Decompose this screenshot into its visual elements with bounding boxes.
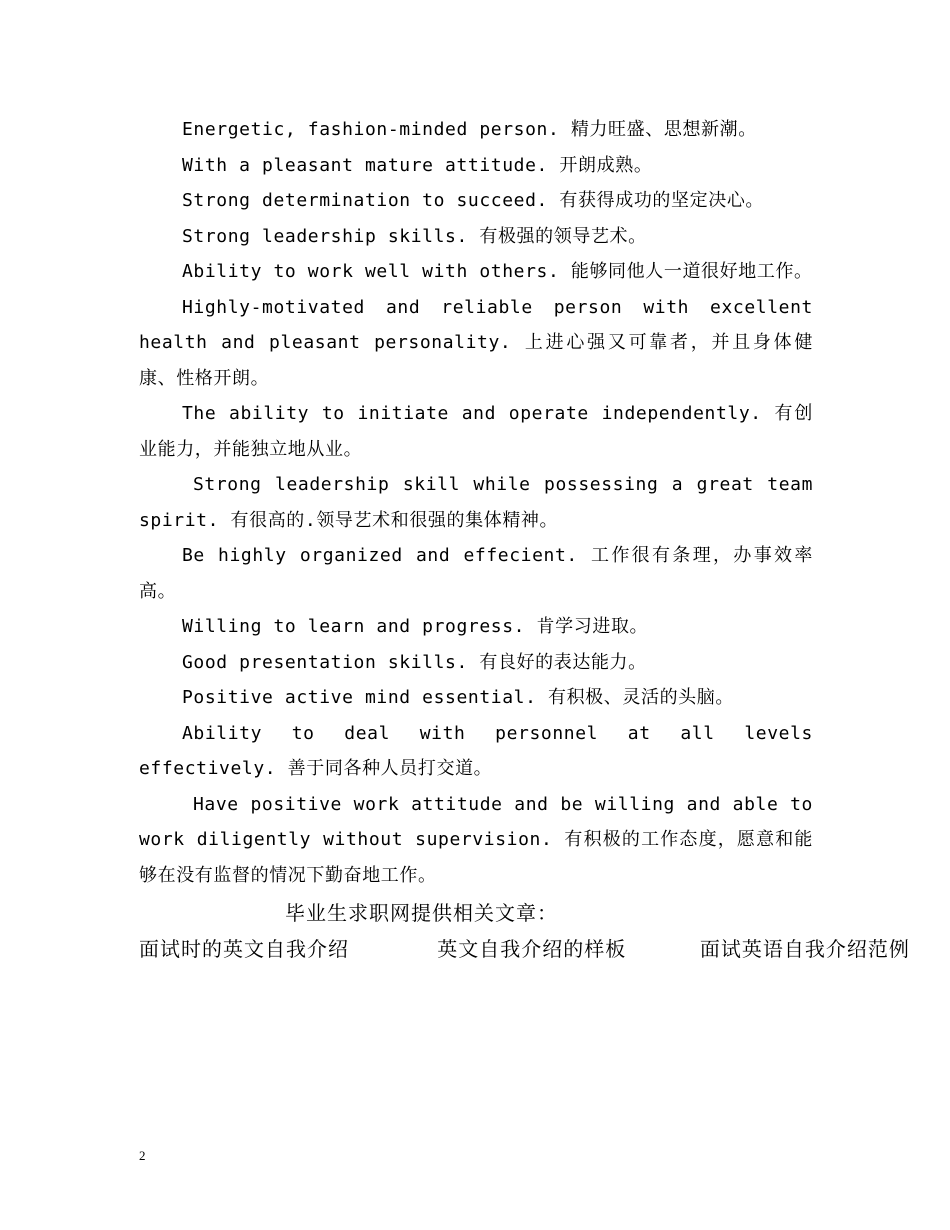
document-body <box>139 112 910 967</box>
related-article-link[interactable]: 英文自我介绍的样板 <box>437 937 627 961</box>
paragraph: Be highly organized and effecient. 工作很有条理，办事效率高。 <box>139 545 813 602</box>
paragraph: Ability to deal with personnel at all levels effectively. 善于同各种人员打交道。 <box>139 722 813 779</box>
paragraph: Energetic, fashion-minded person. 精力旺盛、思想新潮。 <box>182 119 757 140</box>
paragraph: With a pleasant mature attitude. 开朗成熟。 <box>182 154 653 176</box>
paragraph: The ability to initiate and operate independently. 有创业能力，并能独立地从业。 <box>139 403 813 460</box>
paragraph: Positive active mind essential. 有积极、灵活的头脑。 <box>182 687 734 708</box>
paragraph: Good presentation skills. 有良好的表达能力。 <box>182 651 647 673</box>
page-number: 2 <box>139 1148 146 1163</box>
paragraph: Ability to work well with others. 能够同他人一道很好地工作。 <box>182 261 813 282</box>
paragraph: Strong leadership skill while possessing a great team spirit. 有很高的.领导艺术和很强的集体精神。 <box>139 474 813 531</box>
paragraph: Willing to learn and progress. 肯学习进取。 <box>182 616 649 637</box>
related-article-link[interactable]: 面试时的英文自我介绍 <box>139 937 349 961</box>
related-articles <box>139 895 910 967</box>
paragraph: Have positive work attitude and be willing and able to work diligently without supervision. 有积极的工作态度，愿意和能够在没有监督的情况下勤奋地工作。 <box>139 793 813 886</box>
related-articles-prefix: 毕业生求职网提供相关文章： <box>285 901 558 925</box>
related-article-link[interactable]: 面试英语自我介绍范例 <box>699 937 910 961</box>
paragraph: Strong determination to succeed. 有获得成功的坚定决心。 <box>182 190 765 211</box>
paragraph: Highly-motivated and reliable person with excellent health and pleasant personality. 上进心强又可靠者，并且身体健康、性格开朗。 <box>139 296 813 389</box>
paragraph: Strong leadership skills. 有极强的领导艺术。 <box>182 225 647 247</box>
